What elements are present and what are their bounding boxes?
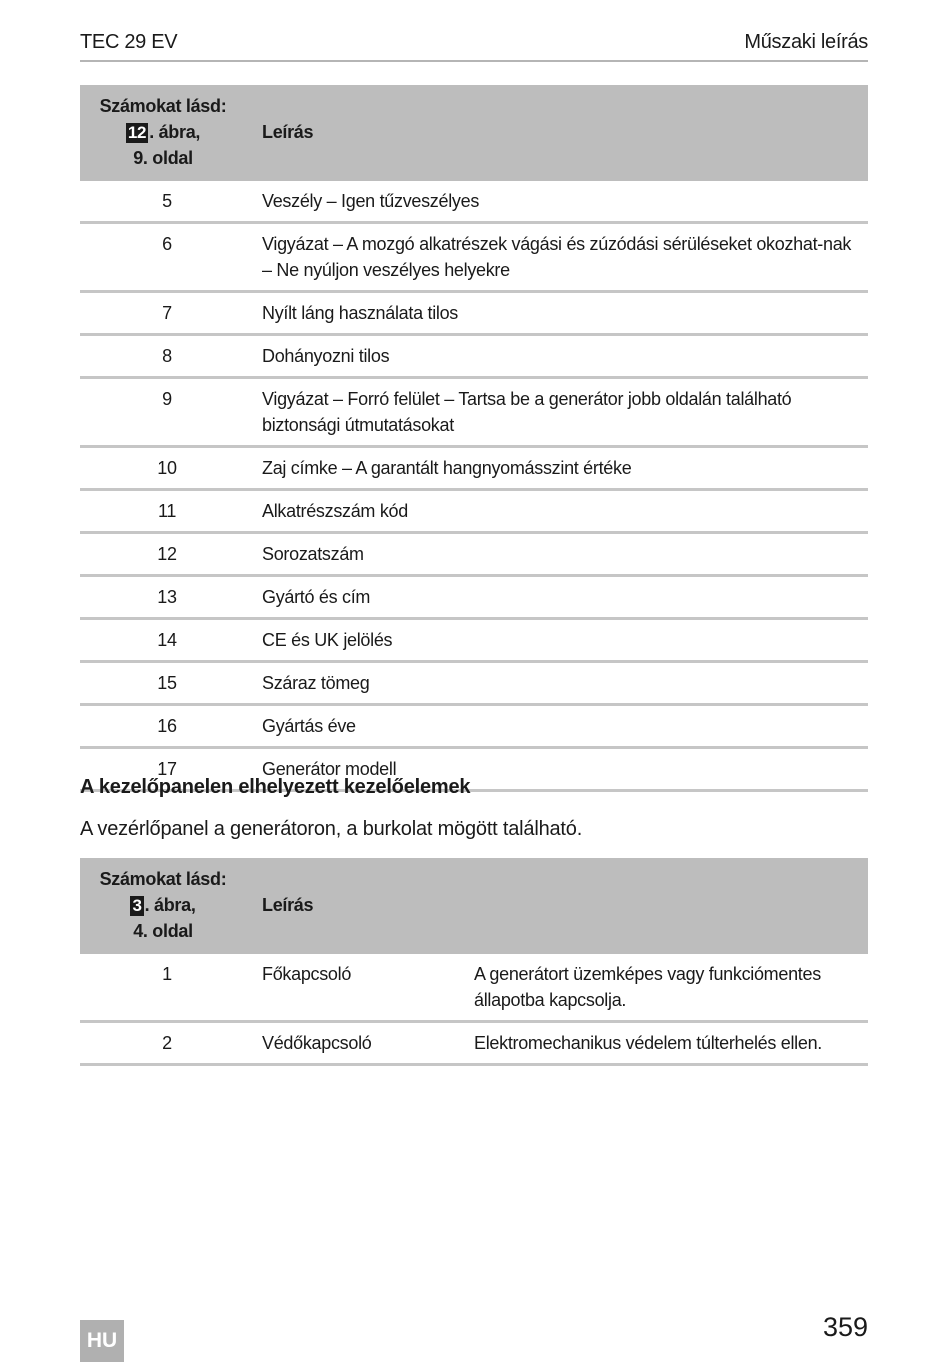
table-row (80, 378, 868, 447)
figure-reference-line2 (80, 892, 246, 918)
label-number: 16 (80, 705, 254, 748)
label-description: Alkatrészszám kód (254, 490, 868, 533)
table-row (80, 954, 868, 1022)
table-row (80, 705, 868, 748)
label-description: Generátor modell (254, 748, 868, 791)
table-row (80, 181, 868, 223)
label-description: Vigyázat – Forró felület – Tartsa be a generátor jobb oldalán található biztonsági útmutatásokat (254, 378, 868, 447)
page-reference: 9. oldal (133, 148, 193, 168)
language-tab: HU (80, 1320, 124, 1362)
label-number: 9 (80, 378, 254, 447)
label-description: Vigyázat – A mozgó alkatrészek vágási és zúzódási sérüléseket okozhat-nak – Ne nyúljon veszélyes helyekre (254, 223, 868, 292)
label-description: Száraz tömeg (254, 662, 868, 705)
figure-reference-line1: Számokat lásd: (99, 869, 227, 889)
table-header-row (80, 85, 868, 181)
page-number: 359 (822, 1312, 868, 1342)
label-number: 7 (80, 292, 254, 335)
figure-reference-line2 (80, 119, 246, 145)
table-header-row (80, 858, 868, 954)
figure-number-badge: 3 (132, 896, 142, 915)
label-description: Sorozatszám (254, 533, 868, 576)
label-number: 14 (80, 619, 254, 662)
table-row (80, 662, 868, 705)
label-number: 6 (80, 223, 254, 292)
label-number: 10 (80, 447, 254, 490)
figure-reference-line1: Számokat lásd: (99, 96, 227, 116)
label-number: 11 (80, 490, 254, 533)
page-reference: 4. oldal (133, 921, 193, 941)
control-number: 1 (80, 954, 254, 1022)
control-name: Védőkapcsoló (254, 1022, 474, 1065)
document-title: TEC 29 EV (80, 31, 178, 53)
description-header: Leírás (254, 85, 868, 181)
label-description: Gyártó és cím (254, 576, 868, 619)
label-number: 12 (80, 533, 254, 576)
figure-suffix: . ábra, (149, 122, 201, 142)
control-function: Elektromechanikus védelem túlterhelés ellen. (474, 1022, 868, 1065)
figure-reference-header (80, 858, 254, 954)
table-row (80, 490, 868, 533)
table-row (80, 576, 868, 619)
label-number: 13 (80, 576, 254, 619)
table-row (80, 1022, 868, 1065)
control-elements-table (80, 858, 868, 1066)
section-title-header: Műszaki leírás (744, 31, 868, 53)
label-description: Nyílt láng használata tilos (254, 292, 868, 335)
figure-suffix: . ábra, (144, 895, 196, 915)
table-row (80, 533, 868, 576)
table-row (80, 335, 868, 378)
label-number: 5 (80, 181, 254, 223)
control-function: A generátort üzemképes vagy funkciómentes állapotba kapcsolja. (474, 954, 868, 1022)
table-row (80, 292, 868, 335)
page-header (80, 30, 868, 62)
table-row (80, 619, 868, 662)
controls-section-title: A kezelőpanelen elhelyezett kezelőelemek (80, 776, 471, 798)
label-number: 15 (80, 662, 254, 705)
control-number: 2 (80, 1022, 254, 1065)
label-description: Zaj címke – A garantált hangnyomásszint értéke (254, 447, 868, 490)
label-description: Dohányozni tilos (254, 335, 868, 378)
label-number: 17 (80, 748, 254, 791)
figure-number-badge: 12 (127, 123, 147, 142)
table-row (80, 223, 868, 292)
label-description: CE és UK jelölés (254, 619, 868, 662)
label-number: 8 (80, 335, 254, 378)
label-description: Veszély – Igen tűzveszélyes (254, 181, 868, 223)
table-row (80, 447, 868, 490)
label-description: Gyártás éve (254, 705, 868, 748)
controls-intro-text: A vezérlőpanel a generátoron, a burkolat mögött található. (80, 818, 583, 840)
control-name: Főkapcsoló (254, 954, 474, 1022)
label-description-table (80, 85, 868, 792)
description-header: Leírás (254, 858, 868, 954)
figure-reference-header (80, 85, 254, 181)
